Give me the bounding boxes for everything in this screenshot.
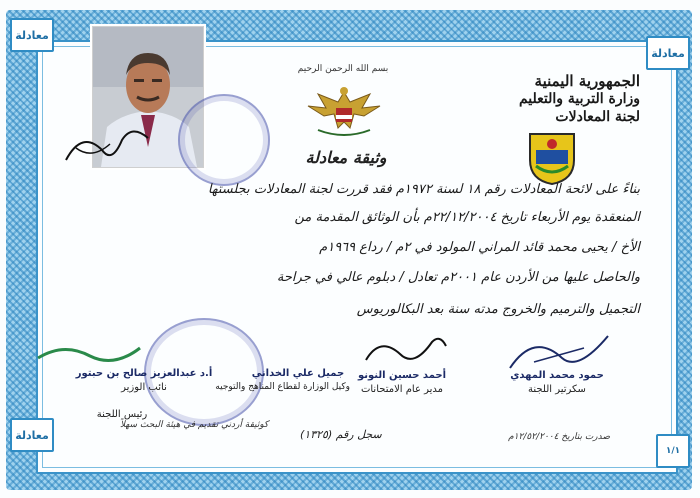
committee-name: لجنة المعادلات <box>555 109 640 125</box>
undersecretary-name: جميل علي الخداني <box>251 368 345 379</box>
deputy-minister-name: أ.د عبدالعزيز صالح بن حبتور <box>75 368 213 379</box>
registry-reference: سجل رقم (١٣٢٥) <box>300 428 382 441</box>
corner-label-top-right: معادلة <box>646 36 690 70</box>
signature-block-undersecretary <box>215 368 350 392</box>
signature-block-chair <box>62 406 182 420</box>
undersecretary-role: وكيل الوزارة لقطاع المناهج والتوجيه <box>215 382 350 392</box>
committee-chair-role: رئيس اللجنة <box>96 409 148 420</box>
deputy-minister-role: نائب الوزير <box>121 382 167 393</box>
corner-label-bottom-left: معادلة <box>10 418 54 452</box>
issue-date: صدرت بتاريخ ١٢/٥٢/٢٠٠٤م <box>508 432 610 442</box>
secretary-name: حمود محمد المهدي <box>510 370 604 381</box>
basmala: بسم الله الرحمن الرحيم <box>297 64 389 74</box>
signature-block-deputy-minister <box>60 368 228 393</box>
footer-note: كوثيقة أردني تقديم في هيئة البحث سهلاً <box>120 420 269 430</box>
ministry-logo-icon <box>526 130 578 186</box>
corner-label-bottom-right: ١/١ <box>656 434 690 468</box>
director-signature-icon <box>360 330 450 374</box>
body-line-5: التجميل والترميم والخروج مدته سنة بعد البكالوريوس <box>356 302 640 317</box>
ministry-name: وزارة التربية والتعليم <box>518 91 640 107</box>
photo-signature-icon <box>62 120 152 170</box>
body-line-2: المنعقدة يوم الأربعاء تاريخ ٢٢/١٢/٢٠٠٤م بأن الوثائق المقدمة من <box>294 210 640 225</box>
signature-block-director <box>338 370 466 395</box>
director-name: أحمد حسين النونو <box>357 370 447 381</box>
signature-block-secretary <box>492 370 622 395</box>
secretary-role: سكرتير اللجنة <box>528 384 586 395</box>
director-role: مدير عام الامتحانات <box>360 384 444 395</box>
issuer-header <box>450 72 640 126</box>
body-line-3: الأخ / يحيى محمد قائد المراني المولود في ٢م / رداع ١٩٦٩م <box>319 240 640 255</box>
eagle-emblem-icon <box>298 82 390 140</box>
corner-label-top-left: معادلة <box>10 18 54 52</box>
body-line-4: والحاصل عليها من الأردن عام ٢٠٠١م تعادل / دبلوم عالي في جراحة <box>276 270 640 285</box>
republic-name: الجمهورية اليمنية <box>534 72 640 90</box>
official-stamp-top <box>178 94 270 186</box>
document-title: وثيقة معادلة <box>305 148 387 167</box>
body-line-1: بناءً على لائحة المعادلات رقم ١٨ لسنة ١٩٧٢م فقد قررت لجنة المعادلات بجلستها <box>207 182 640 197</box>
